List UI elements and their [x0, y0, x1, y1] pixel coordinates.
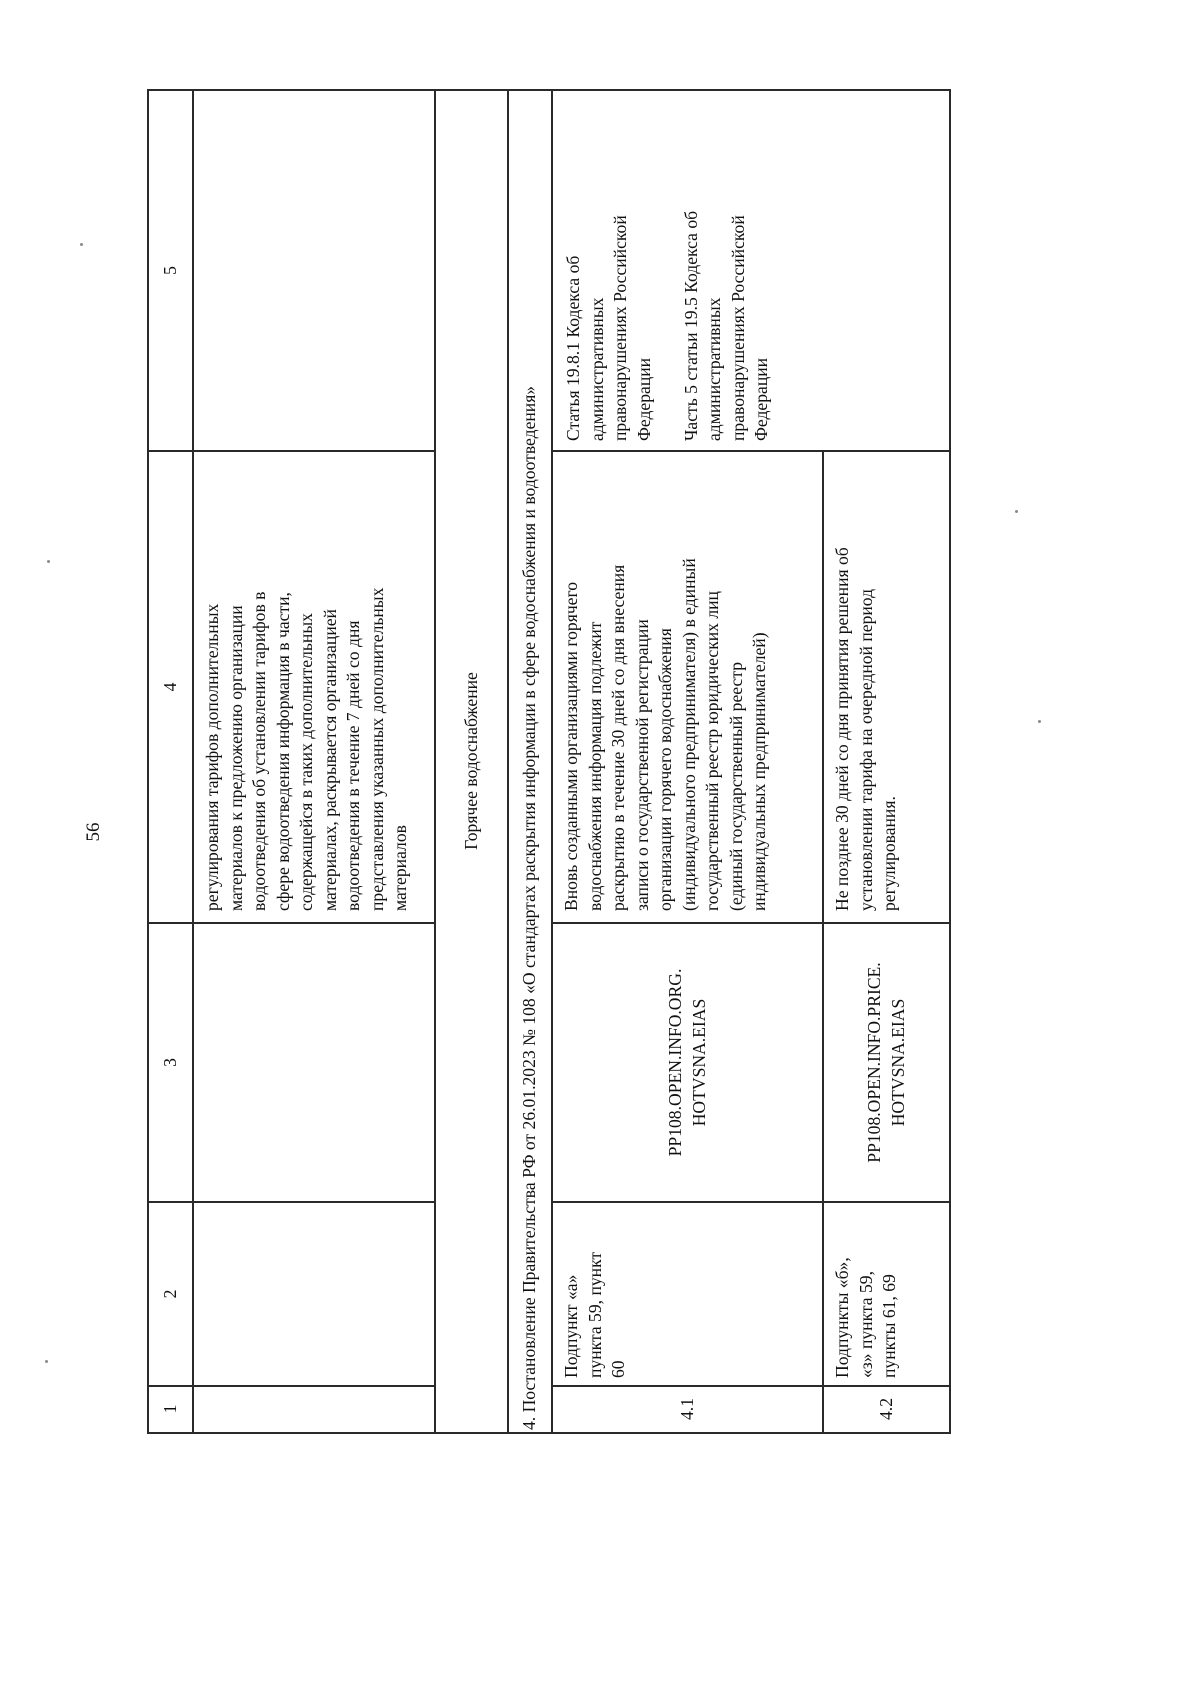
column-divider [147, 1201, 435, 1203]
scan-speck [80, 243, 83, 246]
scan-speck [47, 560, 50, 563]
scan-speck [45, 1360, 48, 1363]
row-4-1-number: 4.1 [676, 1398, 697, 1420]
law-heading: 4. Постановление Правительства РФ от 26.01.2023 № 108 «О стандартах раскрытия информации в сфере водоснабжения и водоотведения» [519, 385, 539, 1430]
table-border-left [147, 89, 149, 1434]
continued-cell-text: регулирования тарифов дополнительных материалов к предложению организации водоотведения об установлении тарифов в сфере водоотведения информация в части, содержащейся в таких дополнительных материалах, раскрывается организацией водоотведения в течение 7 дней со дня представления указанных дополнительных материалов [202, 587, 410, 911]
column-divider [551, 450, 951, 452]
row-divider [434, 89, 436, 1434]
column-divider [147, 922, 435, 924]
table-border-bottom [147, 1432, 951, 1434]
column-divider [823, 922, 951, 924]
column-divider [147, 1385, 435, 1387]
row-divider [192, 89, 194, 1434]
row-divider [551, 89, 553, 1434]
row-4-2-code: PP108.OPEN.INFO.PRICE. HOTVSNA.EIAS [864, 962, 908, 1163]
row-4-1-deadline: Вновь созданными организациями горячего водоснабжения информация подлежит раскрытию в течение 30 дней со дня внесения записи о государственной регистрации организации горячего водоснабжения (индивидуального предпринимателя) в единый государственный реестр юридических лиц (единый государственный реестр индивидуальных предпринимателей) [561, 558, 769, 911]
header-cell-5: 5 [159, 266, 180, 275]
column-divider [551, 1201, 951, 1203]
section-heading: Горячее водоснабжение [460, 672, 481, 850]
table-border-right [949, 89, 951, 1434]
row-4-1-clause: Подпункт «а» пункта 59, пункт 60 [561, 1251, 628, 1378]
row-4-1-code: PP108.OPEN.INFO.ORG. HOTVSNA.EIAS [665, 968, 709, 1157]
liability-cell: Статья 19.8.1 Кодекса об административных правонарушениях Российской Федерации Часть 5 статьи 19.5 Кодекса об административных правонарушениях Российской Федерации [563, 210, 771, 441]
page-number: 56 [83, 822, 104, 842]
row-4-2-deadline: Не позднее 30 дней со дня принятия решения об установлении тарифа на очередной период регулирования. [832, 547, 899, 911]
row-divider [822, 451, 824, 1434]
row-divider [507, 89, 509, 1434]
header-cell-4: 4 [159, 682, 180, 692]
scan-speck [1015, 510, 1018, 513]
column-divider [551, 922, 823, 924]
row-4-2-number: 4.2 [875, 1398, 896, 1420]
header-cell-1: 1 [159, 1404, 180, 1414]
row-4-2-clause: Подпункты «б», «з» пункта 59, пункты 61, 69 [832, 1257, 899, 1378]
scan-speck [1038, 720, 1041, 723]
header-cell-2: 2 [159, 1289, 180, 1299]
column-divider [551, 1385, 951, 1387]
header-cell-3: 3 [159, 1058, 180, 1067]
column-divider [147, 450, 435, 452]
table-border-top [147, 89, 951, 91]
